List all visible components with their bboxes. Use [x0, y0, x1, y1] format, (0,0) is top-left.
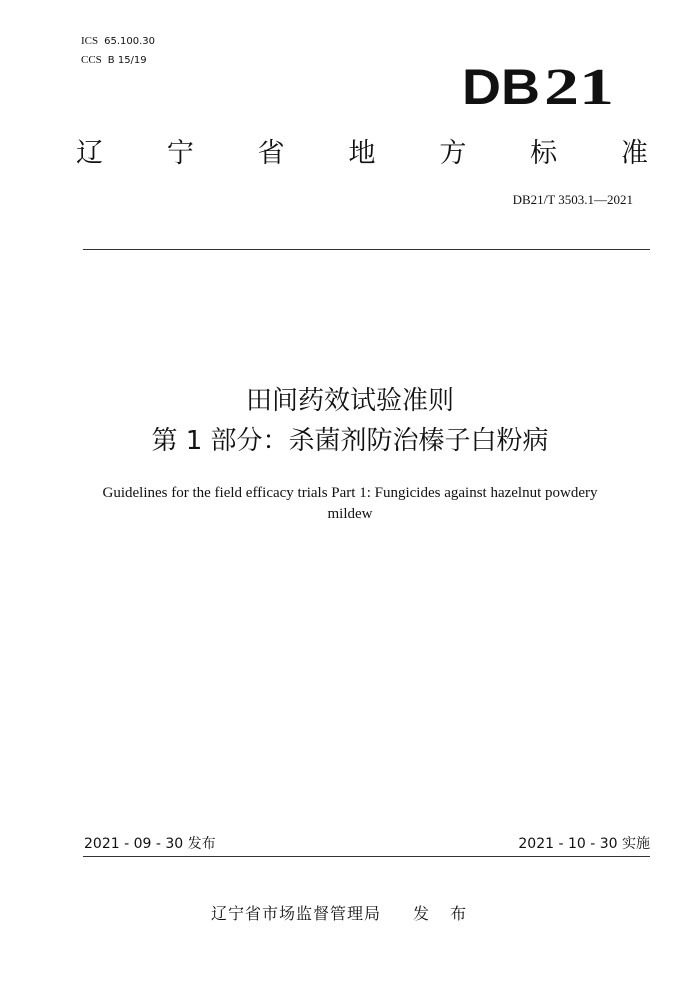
standard-type-heading [76, 136, 648, 172]
ccs-label: CCS [81, 54, 102, 66]
standard-type-char: 方 [439, 138, 467, 169]
logo-letters: DB [462, 59, 540, 114]
ics-label: ICS [81, 35, 99, 47]
english-title: Guidelines for the field efficacy trials Part 1: Fungicides against hazelnut powdery mildew [102, 485, 598, 522]
title-line-2: 第 1 部分：杀菌剂防治榛子白粉病 [151, 426, 549, 456]
issuer-action: 发 布 [413, 904, 475, 923]
issue-date: 2021 - 09 - 30 发布 [84, 836, 216, 852]
standard-type-char: 地 [348, 138, 376, 169]
issuer-name: 辽宁省市场监督管理局 [211, 904, 382, 923]
bottom-divider [83, 856, 650, 857]
db21-logo [462, 58, 622, 114]
top-divider [83, 249, 650, 250]
issuer-line [211, 903, 474, 925]
ics-classification [81, 34, 155, 49]
standard-type-char: 标 [530, 138, 558, 169]
standard-type-char: 省 [257, 138, 285, 169]
title-line-1: 田间药效试验准则 [245, 386, 454, 416]
implementation-date: 2021 - 10 - 30 实施 [518, 836, 650, 852]
ccs-classification [81, 53, 147, 68]
ics-value: 65.100.30 [104, 36, 156, 47]
standard-number: DB21/T 3503.1—2021 [512, 192, 633, 207]
standard-type-char: 准 [620, 138, 648, 169]
standard-type-char: 宁 [166, 138, 194, 169]
ccs-value: B 15/19 [107, 55, 147, 66]
logo-number: 21 [544, 59, 614, 114]
standard-type-char: 辽 [76, 138, 103, 169]
